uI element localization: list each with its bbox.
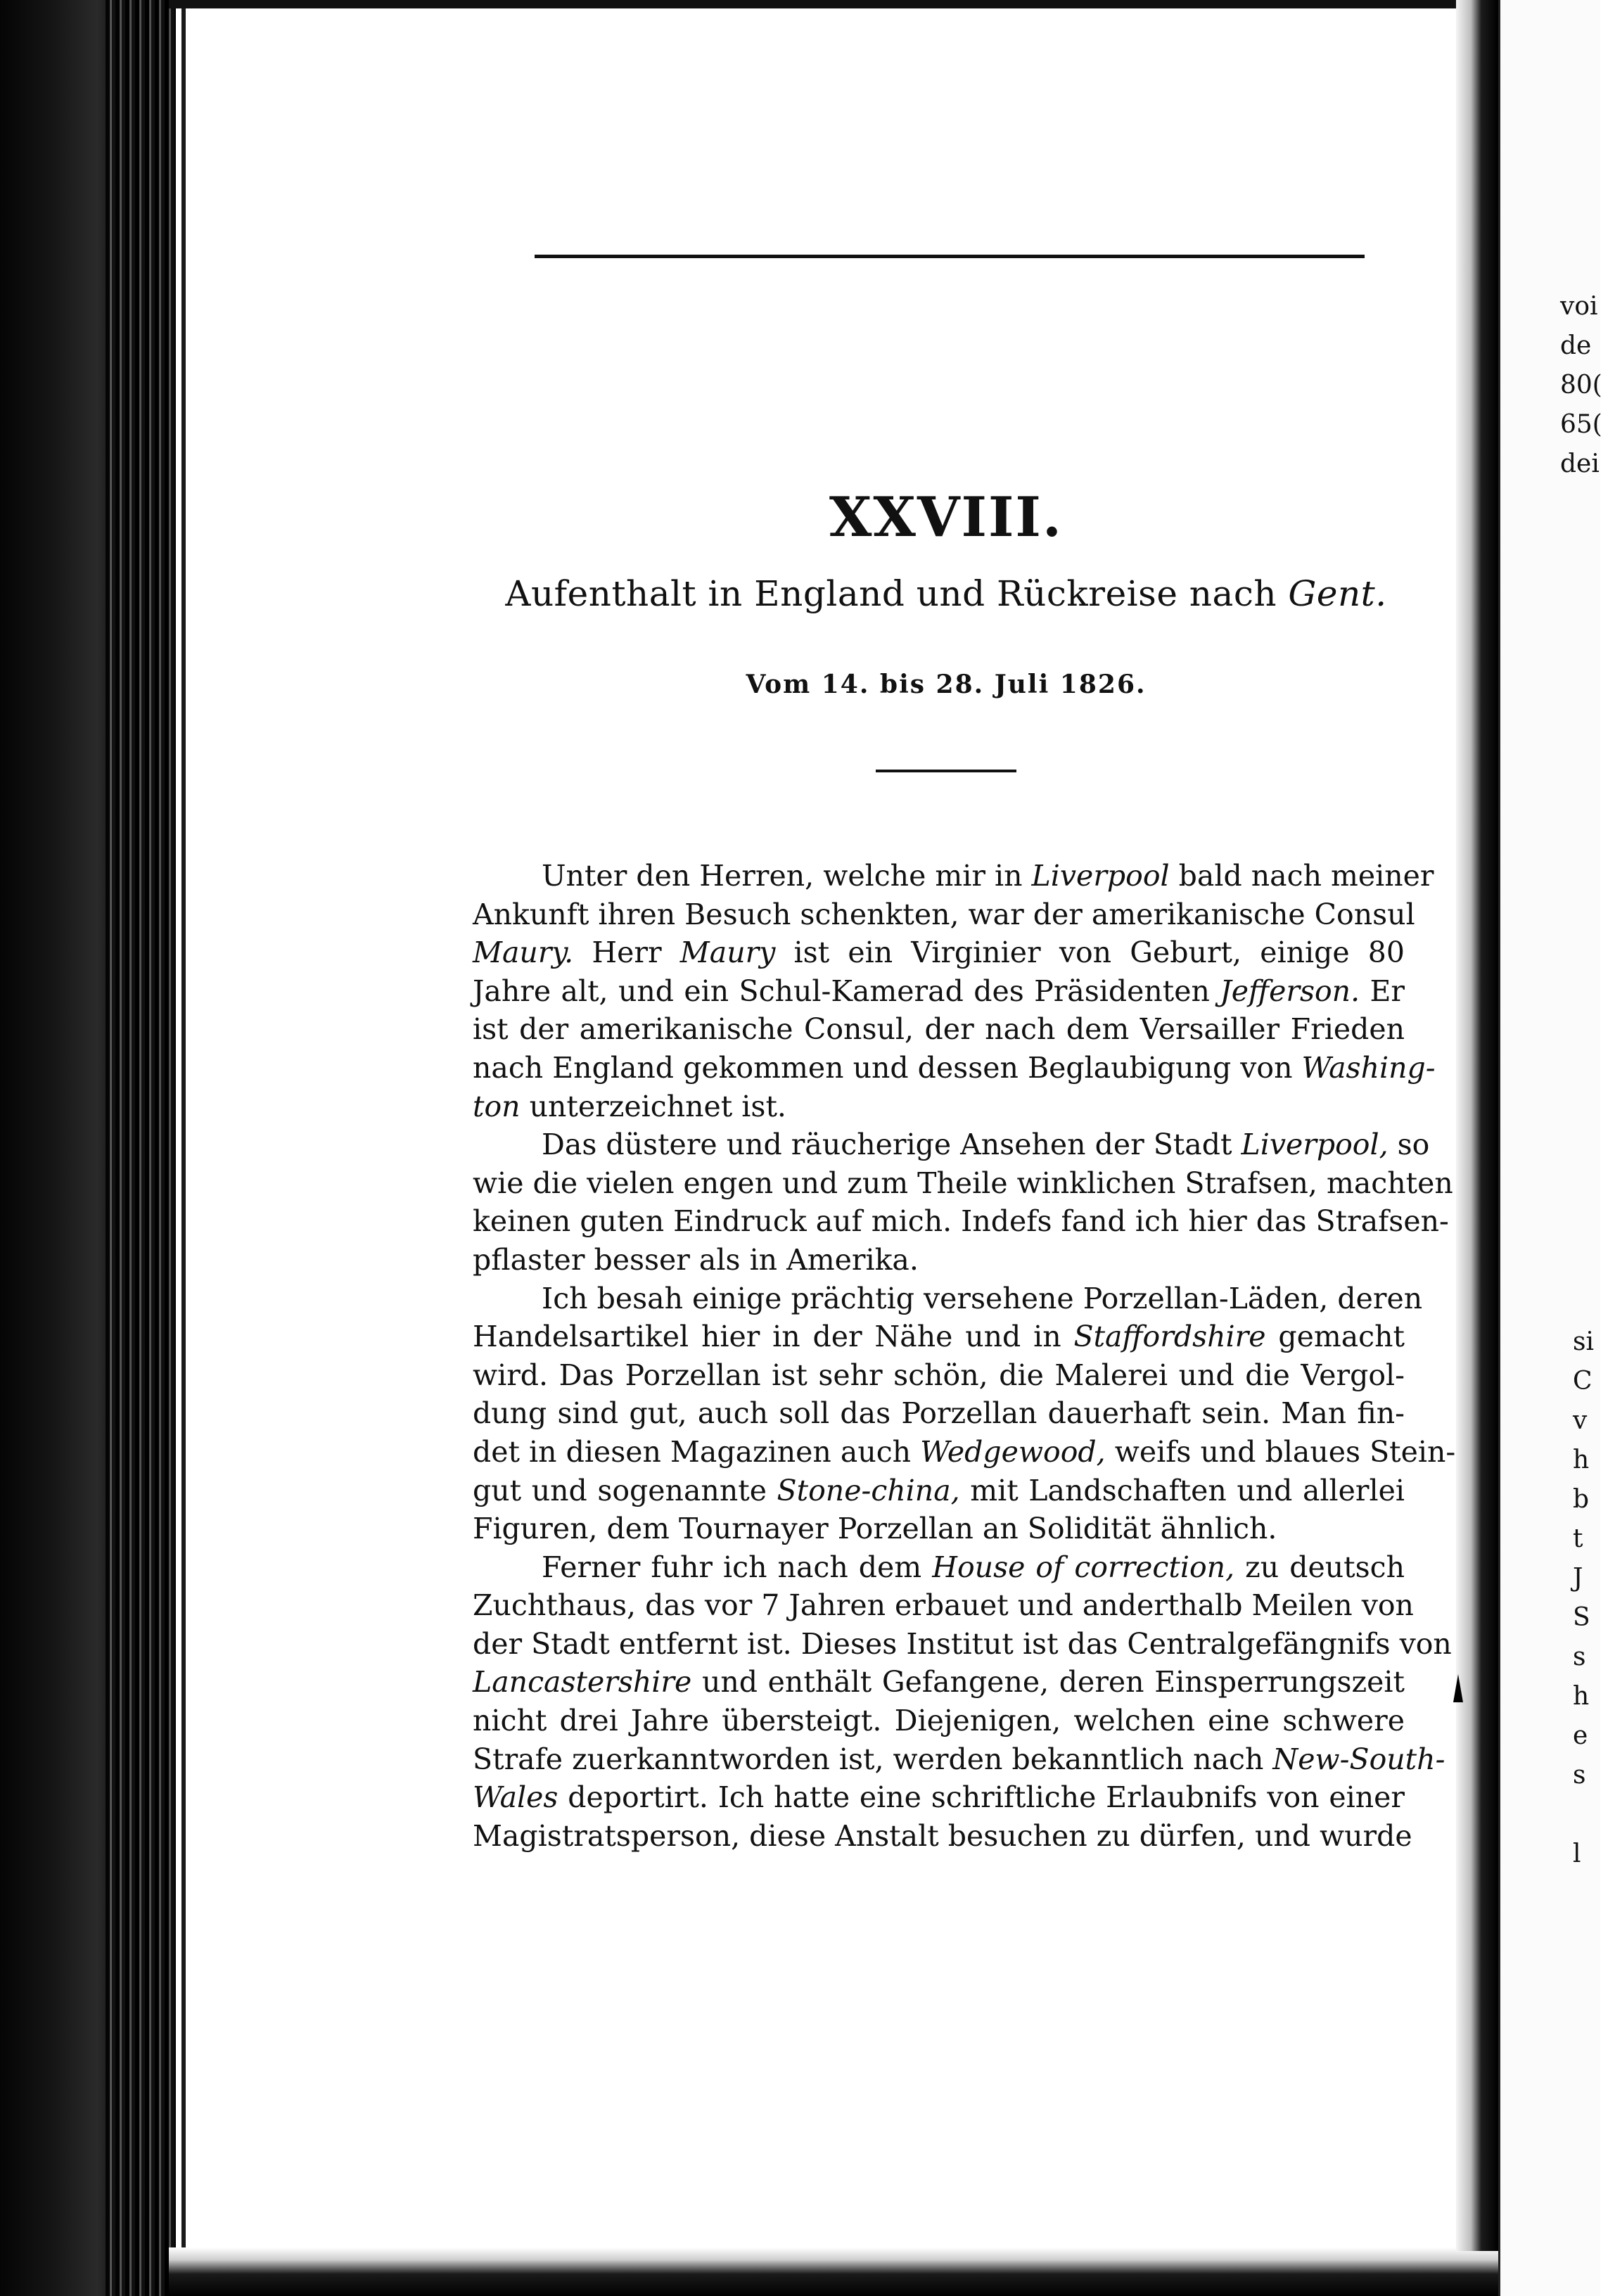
page-stack-edge [106,0,176,2296]
text-segment: und enthält Gefangene, deren Einsperrungszeit [691,1665,1405,1699]
adjacent-fragment: voi [1560,292,1598,321]
text-segment: ist der amerikanische Consul, der nach dem Versailler Frieden [473,1012,1405,1047]
italic-term: Washing- [1301,1050,1436,1085]
text-line [473,972,1405,1011]
text-segment: nach England gekommen und dessen Beglaubigung von [473,1050,1302,1085]
text-segment: ist ein Virginier von Geburt, einige 80 [775,936,1405,970]
italic-term: Lancastershire [473,1665,692,1699]
text-segment: Unter den Herren, welche mir in [542,859,1032,893]
text-segment: so [1388,1128,1430,1162]
adjacent-fragment: b [1573,1485,1590,1514]
text-segment: weifs und blaues Stein- [1105,1434,1456,1469]
text-line [473,1318,1405,1356]
text-segment: unterzeichnet ist. [520,1089,786,1123]
italic-term: Stone-china, [777,1473,960,1507]
text-line [473,1778,1405,1817]
italic-term: ton [473,1089,521,1123]
adjacent-fragment: 80( [1560,371,1602,400]
italic-term: Liverpool, [1241,1128,1389,1162]
chapter-title [464,573,1428,614]
text-line [473,1510,1405,1548]
text-segment: dung sind gut, auch soll das Porzellan dauerhaft sein. Man fin- [473,1396,1405,1431]
text-segment: wie die vielen engen und zum Theile winklichen Strafsen, machten [473,1166,1453,1200]
body-text [473,857,1456,1855]
adjacent-fragment: v [1573,1406,1588,1435]
adjacent-fragment: e [1573,1721,1588,1750]
top-scan-edge [169,0,1491,8]
text-segment: wird. Das Porzellan ist sehr schön, die Malerei und die Vergol- [473,1358,1405,1392]
chapter-date-range: Vom 14. bis 28. Juli 1826. [746,670,1147,699]
text-line [473,1394,1405,1433]
text-segment: Strafe zuerkanntworden ist, werden bekanntlich nach [473,1742,1273,1776]
adjacent-fragment: J [1573,1564,1583,1593]
italic-term: New-South- [1272,1742,1445,1776]
text-segment: Er [1360,974,1405,1008]
text-segment: zu deutsch [1234,1550,1405,1584]
text-line [473,1586,1414,1625]
text-segment: deportirt. Ich hatte eine schriftliche Erlaubnifs von einer [558,1780,1405,1815]
text-line [473,1164,1453,1203]
text-line [473,1202,1449,1241]
adjacent-fragment: C [1573,1367,1592,1396]
italic-term: Staffordshire [1073,1320,1266,1354]
adjacent-fragment [1573,1795,1615,1835]
italic-term: Maury. [473,936,574,970]
text-line [473,933,1405,972]
adjacent-page-upper-fragments [1560,287,1602,484]
adjacent-page-lower-fragments [1573,1322,1615,1874]
text-line [473,1049,1436,1088]
adjacent-fragment: h [1573,1682,1590,1711]
text-line [473,1702,1405,1740]
text-line [473,1625,1452,1664]
adjacent-fragment: l [1573,1839,1581,1868]
text-segment: Jahre alt, und ein Schul-Kamerad des Präsidenten [473,974,1220,1008]
adjacent-fragment: de [1560,331,1592,360]
text-segment: Ich besah einige prächtig versehene Porzellan-Läden, deren [542,1281,1423,1315]
text-segment: bald nach meiner [1169,859,1434,893]
italic-term: Maury [679,936,776,970]
text-segment: Ankunft ihren Besuch schenkten, war der amerikanische Consul [473,897,1415,931]
text-line [473,1548,1405,1587]
gutter-shadow [1456,0,1498,2251]
text-segment: der Stadt entfernt ist. Dieses Institut ist das Centralgefängnifs von [473,1626,1452,1661]
page-edge-line [181,7,186,2272]
adjacent-fragment: dei [1560,449,1600,478]
adjacent-fragment: t [1573,1524,1583,1553]
adjacent-fragment: 65( [1560,410,1602,439]
text-segment: Herr [573,936,680,970]
text-segment: Zuchthaus, das vor 7 Jahren erbauet und anderthalb Meilen von [473,1588,1414,1623]
text-segment: mit Landschaften und allerlei [959,1473,1405,1507]
text-segment: Handelsartikel hier in der Nähe und in [473,1320,1074,1354]
text-line [473,1740,1445,1779]
chapter-number: XXVIII. [829,485,1064,549]
chapter-title-text: Aufenthalt in England und Rückreise nach [505,573,1289,614]
bottom-scan-edge [169,2247,1505,2296]
title-separator-rule [876,770,1016,772]
italic-term: Jefferson. [1220,974,1360,1008]
text-line [473,1472,1405,1510]
header-rule [535,255,1365,258]
adjacent-fragment: h [1573,1446,1590,1474]
text-segment: pflaster besser als in Amerika. [473,1242,919,1277]
text-line [473,1125,1430,1164]
text-segment: gemacht [1265,1320,1405,1354]
text-line [473,1433,1456,1472]
text-segment: nicht drei Jahre übersteigt. Diejenigen, welchen eine schwere [473,1704,1405,1738]
text-segment: gut und sogenannte [473,1473,777,1507]
text-segment: det in diesen Magazinen auch [473,1434,921,1469]
italic-term: Wedgewood, [920,1434,1106,1469]
text-segment: keinen guten Eindruck auf mich. Indefs fand ich hier das Strafsen- [473,1204,1449,1239]
text-segment: Ferner fuhr ich nach dem [542,1550,933,1584]
chapter-title-place: Gent. [1288,573,1387,614]
adjacent-fragment: S [1573,1603,1590,1632]
text-line [473,895,1415,934]
italic-term: Liverpool [1031,859,1170,893]
text-line [473,1356,1405,1395]
text-line [473,1817,1412,1856]
adjacent-fragment: s [1573,1761,1586,1790]
adjacent-fragment: si [1573,1327,1594,1356]
text-line [473,1241,1405,1280]
text-segment: Magistratsperson, diese Anstalt besuchen zu dürfen, und wurde [473,1818,1412,1853]
italic-term: Wales [473,1780,558,1815]
adjacent-fragment: s [1573,1643,1586,1671]
text-line [473,857,1434,895]
text-segment: Das düstere und räucherige Ansehen der Stadt [542,1128,1241,1162]
text-line [473,1010,1405,1049]
italic-term: House of correction, [932,1550,1235,1584]
text-line [473,1280,1423,1318]
text-line [473,1088,1405,1126]
text-line [473,1663,1405,1702]
text-segment: Figuren, dem Tournayer Porzellan an Solidität ähnlich. [473,1512,1277,1546]
